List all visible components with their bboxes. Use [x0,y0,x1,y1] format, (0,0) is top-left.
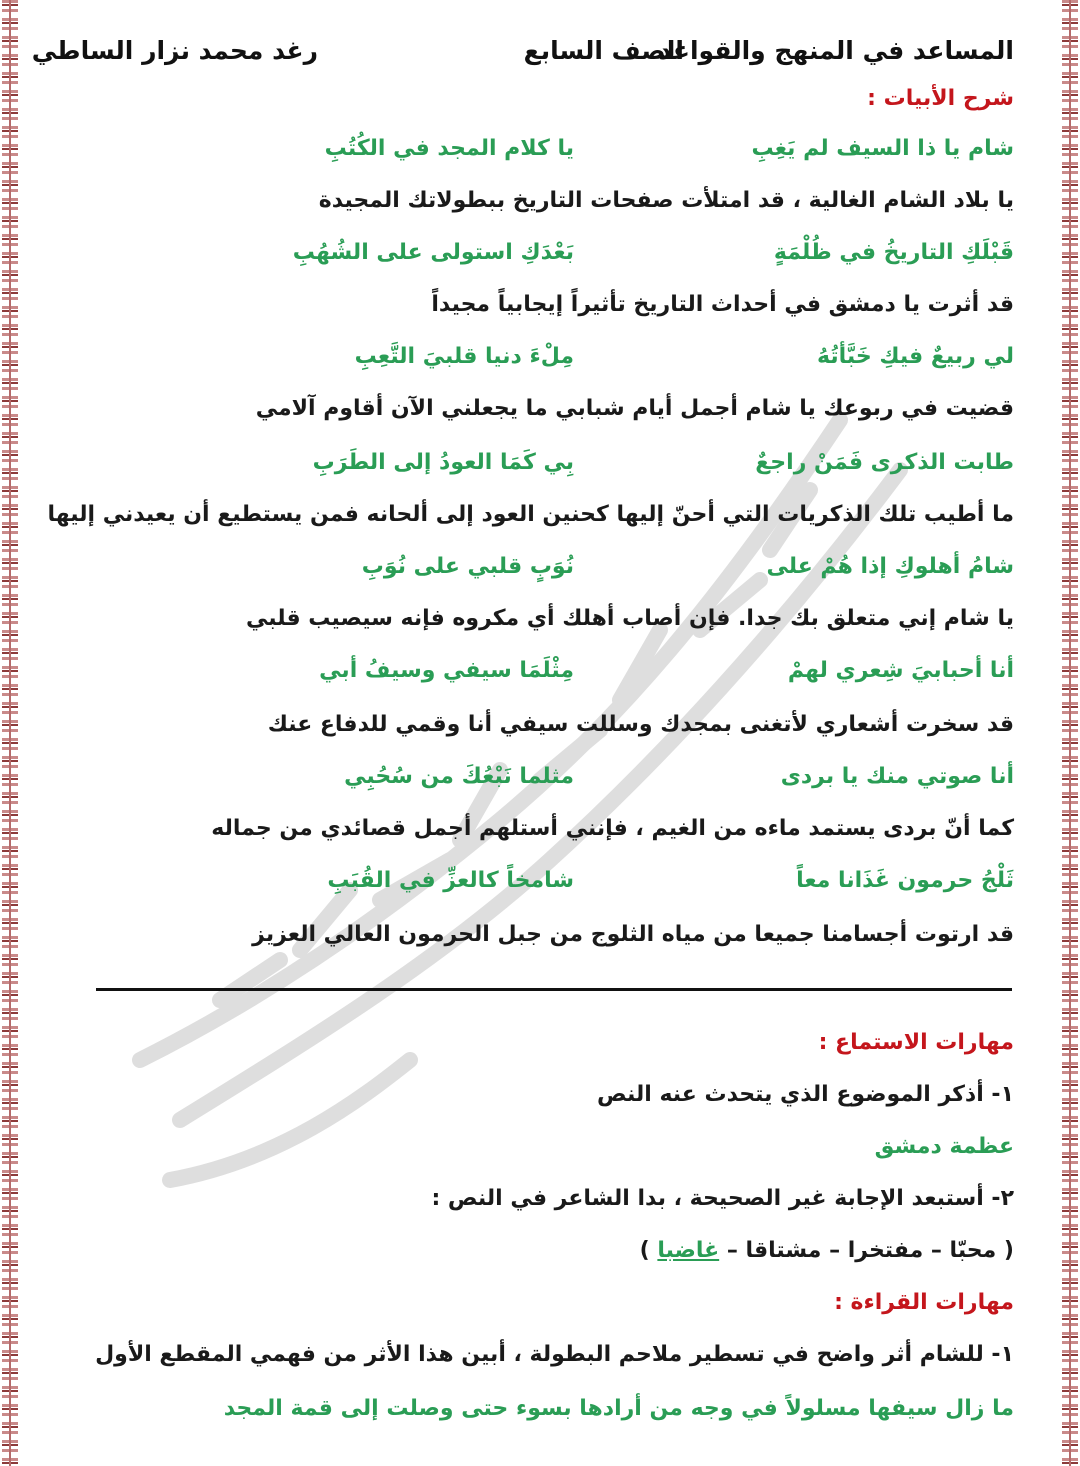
section-divider [96,988,1012,991]
verse-7-second-hemistich: مثلما نَبْعُكَ من سُحُبِي [344,764,574,789]
verse-4-explanation: ما أطيب تلك الذكريات التي أحنّ إليها كحنين العود إلى ألحانه فمن يستطيع أن يعيدني إليها [47,502,1014,527]
verse-6-first-hemistich: أنا أحبابيَ شِعري لهمْ [787,658,1014,683]
listening-answer-1: عظمة دمشق [874,1134,1014,1159]
verse-5-first-hemistich: شامُ أهلوكِ إذا هُمْ على [766,554,1014,579]
book-title: المساعد في المنهج والقواعد [658,36,1014,65]
listening-answer-2 [640,1236,1014,1266]
verse-3-first-hemistich: لي ربيعٌ فيكِ خَبَّأتُهُ [816,344,1014,369]
verse-7 [70,762,1014,794]
correct-answer: غاضبا [657,1238,720,1263]
verse-2-second-hemistich: بَعْدَكِ استولى على الشُهُبِ [292,240,574,265]
answer-options-close: ) [639,1238,658,1263]
verse-8-explanation: قد ارتوت أجسامنا جميعا من مياه الثلوج من جبل الحرمون العالي العزيز [252,922,1014,947]
section-title-verses: شرح الأبيات : [867,86,1014,111]
answer-options: ( محبّا – مفتخرا – مشتاقا – [719,1238,1014,1263]
verse-4 [70,448,1014,480]
listening-skills-title: مهارات الاستماع : [818,1030,1014,1055]
verse-6 [70,656,1014,688]
verse-1 [70,134,1014,166]
reading-question-1: ١- للشام أثر واضح في تسطير ملاحم البطولة ، أبين هذا الأثر من فهمي المقطع الأول [95,1342,1014,1367]
reading-answer-1: ما زال سيفها مسلولاً في وجه من أرادها بسوء حتى وصلت إلى قمة المجد [223,1396,1014,1421]
verse-1-first-hemistich: شام يا ذا السيف لم يَغِبِ [751,136,1014,161]
verse-5 [70,552,1014,584]
verse-5-second-hemistich: نُوَبٍ قلبي على نُوَبِ [361,554,574,579]
verse-1-explanation: يا بلاد الشام الغالية ، قد امتلأت صفحات التاريخ ببطولاتك المجيدة [318,188,1014,213]
verse-2-first-hemistich: قَبْلَكِ التاريخُ في ظُلْمَةٍ [773,240,1014,265]
verse-8-second-hemistich: شامخاً كالعزِّ في القُبَبِ [327,868,574,893]
verse-5-explanation: يا شام إني متعلق بك جدا. فإن أصاب أهلك أي مكروه فإنه سيصيب قلبي [245,606,1014,631]
verse-8 [70,866,1014,898]
verse-2 [70,238,1014,270]
verse-6-explanation: قد سخرت أشعاري لأتغنى بمجدك وسللت سيفي أنا وقمي للدفاع عنك [267,712,1014,737]
verse-6-second-hemistich: مِثْلَمَا سيفي وسيفُ أبي [319,658,574,683]
verse-2-explanation: قد أثرت يا دمشق في أحداث التاريخ تأثيراً إيجابياً مجيداً [431,292,1014,317]
verse-3-explanation: قضيت في ربوعك يا شام أجمل أيام شبابي ما يجعلني الآن أقاوم آلامي [255,396,1014,421]
verse-7-first-hemistich: أنا صوتي منك يا بردى [780,764,1014,789]
left-ornamental-border [2,0,18,1466]
verse-8-first-hemistich: ثَلْجُ حرمون غَذَانا معاً [796,868,1014,893]
verse-4-second-hemistich: بِي كَمَا العودُ إلى الطَرَبِ [312,450,574,475]
grade-label: الصف السابع [523,36,684,65]
calligraphy-watermark [80,300,980,1200]
listening-question-1: ١- أذكر الموضوع الذي يتحدث عنه النص [597,1082,1014,1107]
verse-7-explanation: كما أنّ بردى يستمد ماءه من الغيم ، فإنني أستلهم أجمل قصائدي من جماله [211,816,1014,841]
verse-4-first-hemistich: طابت الذكرى فَمَنْ راجعٌ [755,450,1014,475]
reading-skills-title: مهارات القراءة : [834,1290,1014,1315]
listening-question-2: ٢- أستبعد الإجابة غير الصحيحة ، بدا الشاعر في النص : [431,1186,1014,1211]
verse-1-second-hemistich: يا كلام المجد في الكُتُبِ [324,136,574,161]
verse-3-second-hemistich: مِلْءَ دنيا قلبيَ التَّعِبِ [354,344,574,369]
author-name: رغد محمد نزار الساطي [31,36,318,65]
verse-3 [70,342,1014,374]
right-ornamental-border [1062,0,1078,1466]
